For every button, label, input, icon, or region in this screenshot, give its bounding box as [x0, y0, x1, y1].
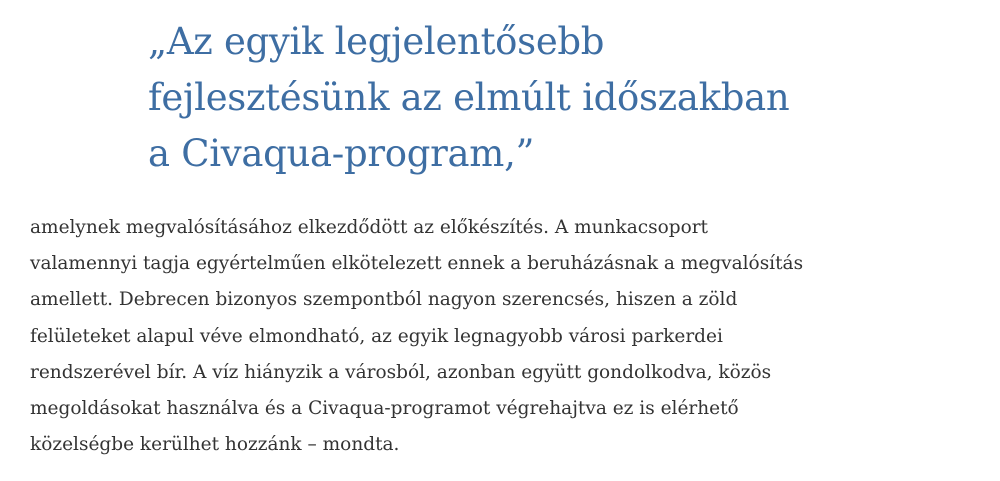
paragraph-line: közelségbe kerülhet hozzánk – mondta.: [30, 434, 400, 456]
pull-quote-line: fejlesztésünk az elmúlt időszakban: [148, 76, 790, 119]
paragraph-line: valamennyi tagja egyértelműen elkötelezett ennek a beruházásnak a megvalósítás: [30, 253, 804, 275]
paragraph-line: megoldásokat használva és a Civaqua-programot végrehajtva ez is elérhető: [30, 398, 739, 420]
paragraph-line: amellett. Debrecen bizonyos szempontból nagyon szerencsés, hiszen a zöld: [30, 289, 738, 311]
pull-quote-line: „Az egyik legjelentősebb: [148, 20, 605, 63]
paragraph-line: amelynek megvalósításához elkezdődött az előkészítés. A munkacsoport: [30, 217, 708, 238]
body-paragraph: [30, 210, 970, 463]
pull-quote-line: a Civaqua-program,”: [148, 132, 535, 175]
paragraph-line: rendszerével bír. A víz hiányzik a városból, azonban együtt gondolkodva, közös: [30, 361, 772, 383]
paragraph-line: felületeket alapul véve elmondható, az egyik legnagyobb városi parkerdei: [30, 325, 723, 347]
pull-quote: [148, 14, 908, 182]
